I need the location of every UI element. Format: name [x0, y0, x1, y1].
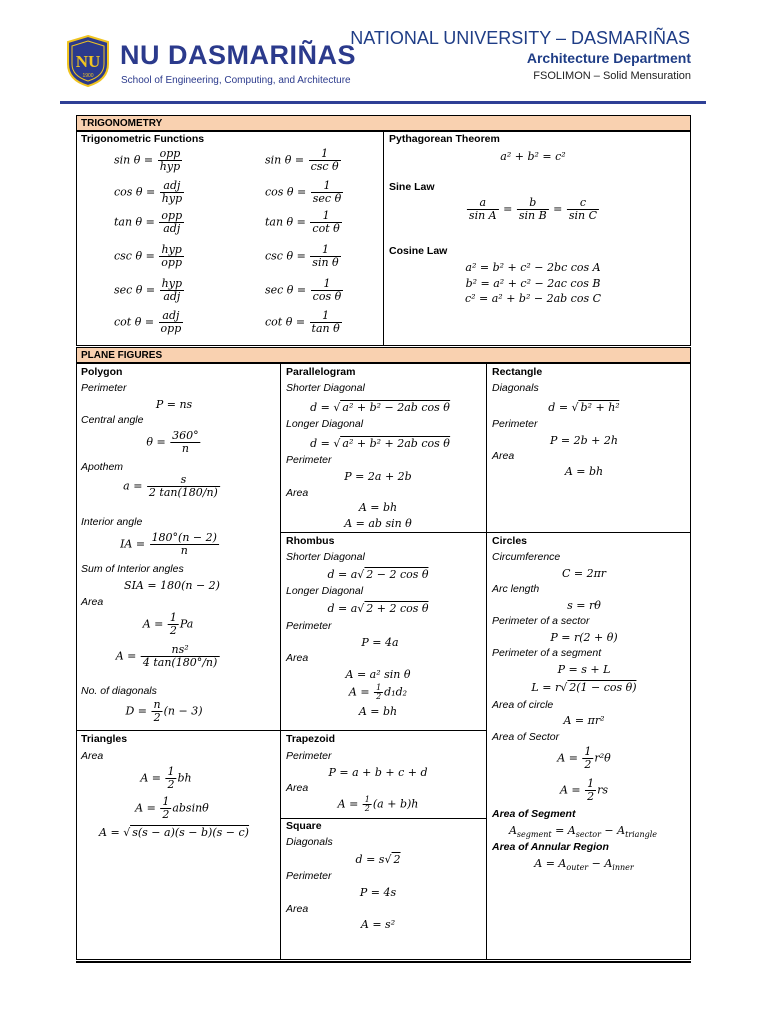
circle-area-label: Area of circle [492, 699, 554, 711]
diagonals-count-eq: D = $\frac{n}{2}$ (n − 3) [125, 698, 203, 724]
trapezoid-area-label: Area [286, 782, 309, 794]
trapezoid-square-divider [280, 818, 487, 819]
csc-ratio: csc θ = hyp opp [114, 243, 183, 269]
sec-reciprocal: sec θ = $\frac{1}{\text{cos θ}}$ [265, 277, 342, 303]
sin-reciprocal: sin θ = 1 csc θ [265, 147, 339, 173]
plane-row-divider-left [76, 730, 487, 731]
rhombus-area-eq3: A = bh [358, 705, 398, 718]
polygon-title: Polygon [81, 366, 123, 378]
polygon-area-label: Area [81, 596, 104, 608]
polygon-area-eq1: A = $\frac{1}{2}$ Pa [142, 611, 194, 637]
rectangle-perimeter-label: Perimeter [492, 418, 538, 430]
page-header [0, 0, 768, 108]
parallelogram-shorter-label: Shorter Diagonal [286, 382, 365, 394]
annular-area-title: Area of Annular Region [492, 841, 609, 853]
herons-formula-eq: A = √ s(s − a)(s − b)(s − c) [99, 826, 249, 839]
circle-area-eq: A = πr² [563, 714, 605, 727]
university-name: NATIONAL UNIVERSITY – DASMARIÑAS [350, 28, 690, 48]
rhombus-shorter-eq: d = a√ 2 − 2 cos θ [327, 568, 429, 581]
brand-subtitle: School of Engineering, Computing, and Architecture [121, 75, 351, 86]
tan-ratio: tan θ = opp adj [114, 209, 183, 235]
trig-functions-title: Trigonometric Functions [81, 133, 205, 145]
header-divider [60, 101, 706, 104]
circumference-label: Circumference [492, 551, 561, 563]
square-diagonal-eq: d = s√ 2 [355, 853, 401, 866]
triangles-area-label: Area [81, 750, 104, 762]
svg-text:1900: 1900 [82, 73, 94, 79]
rectangle-area-label: Area [492, 450, 515, 462]
cosine-law-b: b² = a² + c² − 2ac cos B [465, 277, 601, 290]
pythagorean-title: Pythagorean Theorem [389, 133, 500, 145]
cos-ratio: cos θ = adj hyp [114, 179, 183, 205]
sum-interior-eq: SIA = 180(n − 2) [124, 579, 220, 592]
parallelogram-perimeter-label: Perimeter [286, 454, 332, 466]
segment-perimeter-label: Perimeter of a segment [492, 647, 602, 659]
parallelogram-longer-label: Longer Diagonal [286, 418, 364, 430]
interior-angle-label: Interior angle [81, 516, 143, 528]
parallelogram-area-label: Area [286, 487, 309, 499]
arc-length-eq: s = rθ [567, 599, 601, 612]
plane-figures-section-bar: PLANE FIGURES [76, 347, 691, 363]
cosine-law-a: a² = b² + c² − 2bc cos A [465, 261, 601, 274]
trig-column-divider [383, 131, 384, 345]
parallelogram-area-eq2: A = ab sin θ [344, 517, 412, 530]
apothem-eq: a = $\frac{s}{2 \tan(180/n)}$ [123, 473, 218, 499]
department-name: Architecture Department [526, 50, 691, 66]
polygon-area-eq2: A = $\frac{\text{ns²}}{4 \tan(180^\circ/n)}$ [115, 643, 218, 669]
plane-col-divider-2 [486, 363, 487, 959]
segment-perimeter-eq: P = s + L [557, 663, 611, 676]
cot-ratio: cot θ = adj opp [114, 309, 182, 335]
cot-reciprocal: cot θ = $\frac{1}{\text{tan θ}}$ [265, 309, 340, 335]
sec-ratio: sec θ = hyp adj [114, 277, 182, 303]
sum-interior-label: Sum of Interior angles [81, 563, 184, 575]
polygon-perimeter-eq: P = ns [155, 398, 193, 411]
page-bottom-rule [76, 961, 691, 963]
rhombus-longer-eq: d = a√ 2 + 2 cos θ [327, 602, 429, 615]
parallelogram-shorter-eq: d = √ a² + b² − 2ab cos θ [310, 401, 450, 414]
segment-area-eq: $A_{segment} = A_{sector} - A_{triangle}$ [508, 824, 658, 840]
diagonals-count-label: No. of diagonals [81, 685, 157, 697]
sector-area-label: Area of Sector [492, 731, 560, 743]
rhombus-area-label: Area [286, 652, 309, 664]
square-diagonals-label: Diagonals [286, 836, 333, 848]
sector-perimeter-eq: P = r(2 + θ) [550, 631, 618, 644]
rectangle-diagonal-eq: d = √ b² + h² [548, 401, 620, 414]
square-area-eq: A = s² [360, 918, 396, 931]
apothem-label: Apothem [81, 461, 124, 473]
square-perimeter-label: Perimeter [286, 870, 332, 882]
sector-area-eq1: A = $\frac{1}{2}$ r²θ [557, 745, 611, 771]
sin-ratio: sin θ = opp hyp [114, 147, 181, 173]
trigonometry-section-bar: TRIGONOMETRY [76, 115, 691, 131]
central-angle-label: Central angle [81, 414, 144, 426]
csc-reciprocal: csc θ = $\frac{1}{\text{sin θ}}$ [265, 243, 339, 269]
trapezoid-area-eq: A = $\frac{1}{2}$ (a + b)h [337, 795, 419, 813]
parallelogram-longer-eq: d = √ a² + b² + 2ab cos θ [310, 437, 450, 450]
square-perimeter-eq: P = 4s [359, 886, 397, 899]
rhombus-perimeter-eq: P = 4a [361, 636, 399, 649]
sector-perimeter-label: Perimeter of a sector [492, 615, 590, 627]
segment-area-title: Area of Segment [492, 808, 576, 820]
square-title: Square [286, 820, 322, 832]
cosine-law-c: c² = a² + b² − 2ab cos C [464, 292, 602, 305]
sine-law-equation: $\frac{a}{\text{sin A}}$ = $\frac{b}{\text{sin B}}$ = $\frac{c}{\text{sin C}}$ [468, 196, 598, 222]
square-area-label: Area [286, 903, 309, 915]
sector-area-eq2: A = $\frac{1}{2}$ rs [559, 777, 609, 803]
rhombus-longer-label: Longer Diagonal [286, 585, 364, 597]
annular-area-eq: $A = A_{outer} - A_{inner}$ [534, 857, 634, 873]
course-name: FSOLIMON – Solid Mensuration [533, 70, 691, 82]
rhombus-area-eq1: A = a² sin θ [345, 668, 411, 681]
pythagorean-equation: a² + b² = c² [500, 150, 566, 163]
parallelogram-title: Parallelogram [286, 366, 356, 378]
tan-reciprocal: tan θ = $\frac{1}{\text{cot θ}}$ [265, 209, 340, 235]
rhombus-shorter-label: Shorter Diagonal [286, 551, 365, 563]
trapezoid-perimeter-eq: P = a + b + c + d [328, 766, 428, 779]
parallelogram-perimeter-eq: P = 2a + 2b [344, 470, 412, 483]
circles-title: Circles [492, 535, 528, 547]
trapezoid-perimeter-label: Perimeter [286, 750, 332, 762]
rectangle-perimeter-eq: P = 2b + 2h [550, 434, 618, 447]
central-angle-eq: θ = $\frac{360^\circ}{n}$ [146, 429, 199, 455]
sine-law-title: Sine Law [389, 181, 435, 193]
plane-row-divider-right [280, 532, 690, 533]
polygon-perimeter-label: Perimeter [81, 382, 127, 394]
triangle-area-eq1: A = $\frac{1}{2}$ bh [140, 765, 192, 791]
triangles-title: Triangles [81, 733, 128, 745]
svg-text:NU: NU [75, 52, 101, 71]
brand-name: NU DASMARIÑAS [120, 40, 356, 70]
rectangle-title: Rectangle [492, 366, 543, 378]
rhombus-area-eq2: A = $\frac{1}{2}$ d₁d₂ [348, 683, 408, 701]
cosine-law-title: Cosine Law [389, 245, 448, 257]
rhombus-title: Rhombus [286, 535, 335, 547]
rectangle-area-eq: A = bh [564, 465, 604, 478]
rectangle-diagonals-label: Diagonals [492, 382, 539, 394]
cos-reciprocal: cos θ = 1 sec θ [265, 179, 342, 205]
university-seal-icon [64, 34, 112, 88]
parallelogram-area-eq1: A = bh [358, 501, 398, 514]
interior-angle-eq: IA = $\frac{180^\circ(n - 2)}{n}$ [120, 531, 217, 557]
triangle-area-eq2: A = $\frac{1}{2}$ absinθ [135, 795, 209, 821]
rhombus-perimeter-label: Perimeter [286, 620, 332, 632]
circumference-eq: C = 2πr [561, 567, 607, 580]
plane-col-divider-1 [280, 363, 281, 959]
arc-length-label: Arc length [492, 583, 540, 595]
trapezoid-title: Trapezoid [286, 733, 336, 745]
segment-chord-eq: L = r√ 2(1 − cos θ) [531, 681, 637, 694]
